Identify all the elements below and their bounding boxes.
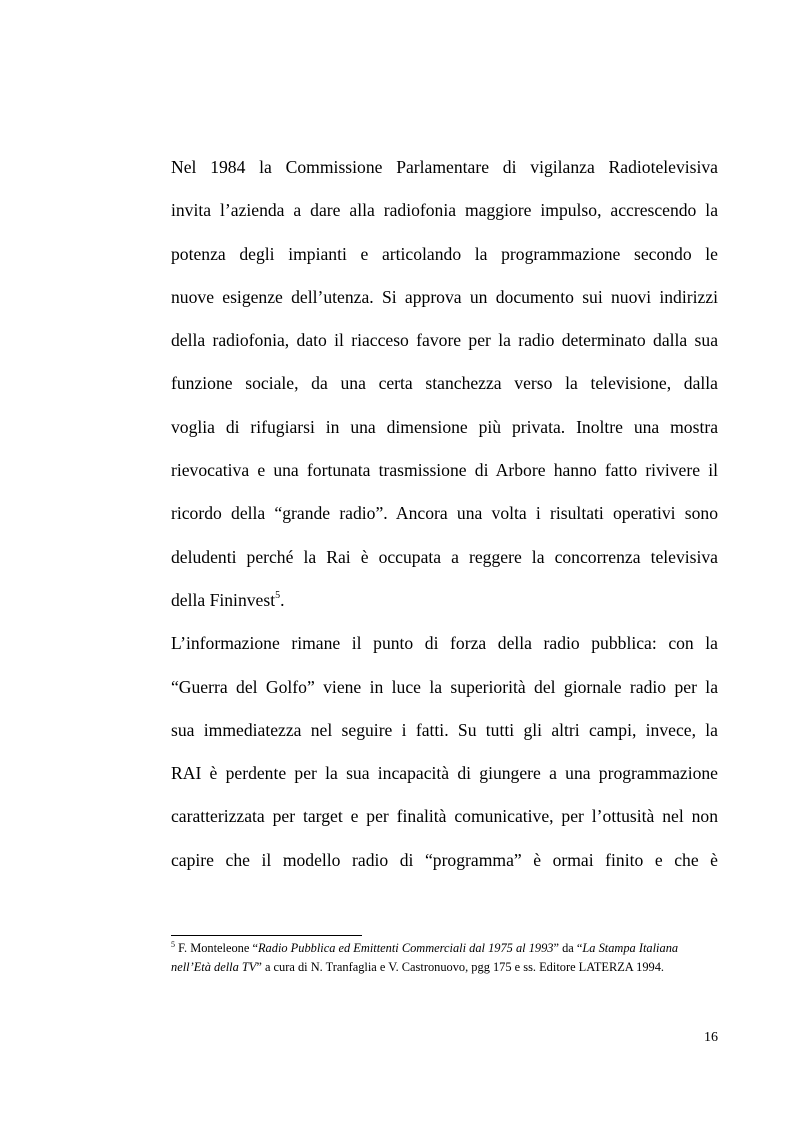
text-line: nuove esigenze dell’utenza. Si approva un documento sui nuovi indirizzi	[171, 286, 718, 307]
text-line: Nel 1984 la Commissione Parlamentare di vigilanza Radiotelevisiva	[171, 157, 718, 177]
footnote-text: ” a cura di N. Tranfaglia e V. Castronuovo, pgg 175 e ss. Editore LATERZA 1994.	[256, 960, 665, 974]
footnote-source-title: La Stampa Italiana	[582, 941, 679, 955]
text-line: RAI è perdente per la sua incapacità di giungere a una programmazione	[171, 763, 718, 784]
text-line: sua immediatezza nel seguire i fatti. Su tutti gli altri campi, invece, la	[171, 719, 718, 740]
text-line: L’informazione rimane il punto di forza della radio pubblica: con la	[171, 633, 718, 654]
paragraph-2	[171, 622, 718, 882]
last-line-text: della Fininvest	[171, 589, 276, 610]
footnote-text: ” da “	[553, 941, 583, 955]
footnote	[171, 939, 719, 977]
text-line: invita l’azienda a dare alla radiofonia maggiore impulso, accrescendo la	[171, 200, 718, 221]
text-line: “Guerra del Golfo” viene in luce la superiorità del giornale radio per la	[171, 676, 718, 697]
footnote-text: F. Monteleone “	[175, 941, 258, 955]
text-line: potenza degli impianti e articolando la programmazione secondo le	[171, 243, 718, 264]
text-line: funzione sociale, da una certa stanchezza verso la televisione, dalla	[171, 373, 718, 394]
text-line: ricordo della “grande radio”. Ancora una volta i risultati operativi sono	[171, 503, 718, 524]
footnote-line-1	[171, 939, 719, 958]
text-line: della radiofonia, dato il riacceso favore per la radio determinato dalla sua	[171, 330, 718, 351]
footnote-title: Radio Pubblica ed Emittenti Commerciali dal 1975 al 1993	[257, 941, 554, 955]
footnote-line-2	[171, 958, 719, 977]
footnote-reference[interactable]: 5	[275, 589, 281, 601]
footnote-number: 5	[171, 940, 175, 949]
text-line: caratterizzata per target e per finalità comunicative, per l’ottusità nel non	[171, 806, 718, 827]
text-line: rievocativa e una fortunata trasmissione di Arbore hanno fatto rivivere il	[171, 460, 718, 481]
last-line-end: .	[280, 589, 285, 610]
footnote-source-title-cont: nell’Età della TV	[171, 960, 257, 974]
text-line-last	[171, 579, 718, 622]
footnote-separator	[171, 935, 362, 936]
page-number: 16	[704, 1030, 718, 1045]
body-text	[171, 146, 718, 882]
text-line: voglia di rifugiarsi in una dimensione più privata. Inoltre una mostra	[171, 416, 718, 437]
text-line: deludenti perché la Rai è occupata a reggere la concorrenza televisiva	[171, 546, 718, 567]
text-line: capire che il modello radio di “programma” è ormai finito e che è	[171, 849, 718, 870]
paragraph-1	[171, 146, 718, 622]
